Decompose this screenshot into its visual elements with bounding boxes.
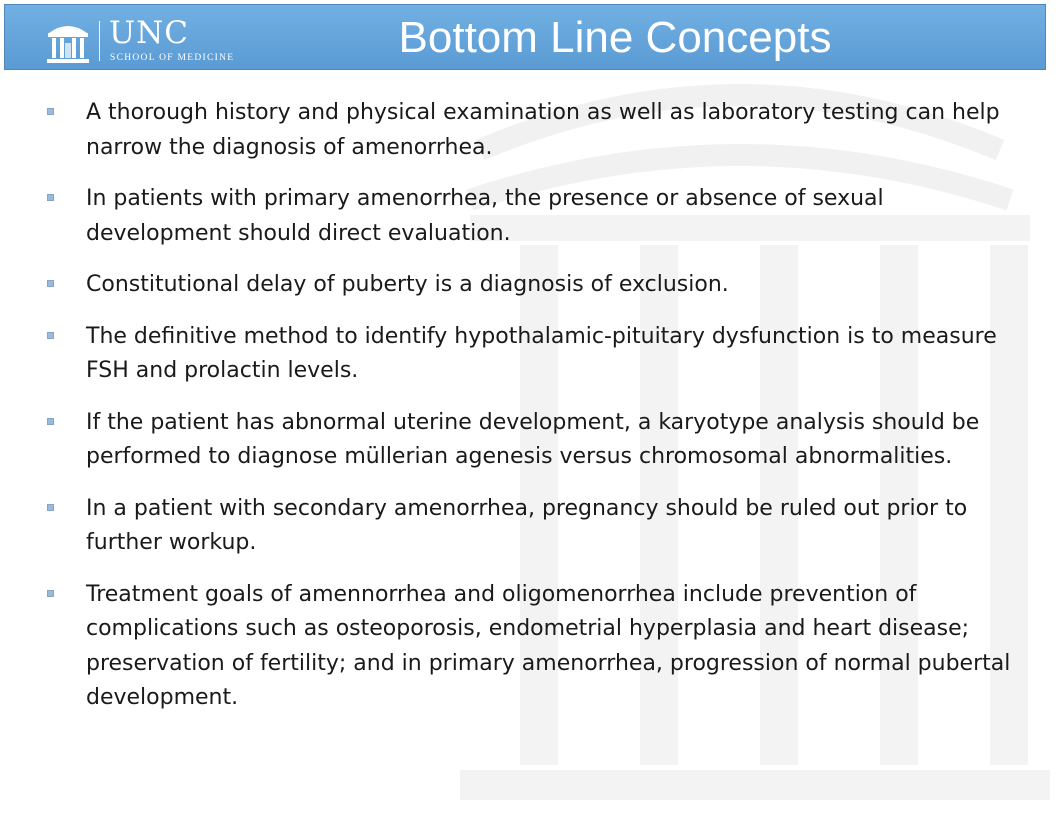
square-bullet-icon	[47, 332, 54, 339]
square-bullet-icon	[47, 504, 54, 511]
bullet-item	[44, 182, 1019, 251]
bullet-item	[44, 268, 1019, 303]
bullet-item	[44, 492, 1019, 561]
bullet-item	[44, 578, 1019, 716]
bullet-text: In patients with primary amenorrhea, the presence or absence of sexual development should direct evaluation.	[86, 186, 884, 246]
slide-title: Bottom Line Concepts	[398, 13, 832, 62]
square-bullet-icon	[47, 108, 54, 115]
bullet-text: Treatment goals of amennorrhea and oligomenorrhea include prevention of complications such as osteoporosis, endometrial hyperplasia and heart disease; preservation of fertility; and in primary amenorrhea, progression of normal pubertal development.	[86, 581, 1011, 710]
header-bar	[4, 4, 1046, 70]
bullet-text: A thorough history and physical examination as well as laboratory testing can help narrow the diagnosis of amenorrhea.	[86, 100, 1000, 160]
logo-school: SCHOOL OF MEDICINE	[110, 53, 235, 63]
logo-name: UNC	[109, 15, 189, 51]
bullet-text: The definitive method to identify hypothalamic-pituitary dysfunction is to measure FSH and prolactin levels.	[86, 323, 997, 383]
unc-logo	[45, 17, 260, 65]
square-bullet-icon	[47, 194, 54, 201]
bullet-item	[44, 96, 1019, 165]
square-bullet-icon	[47, 280, 54, 287]
logo-divider	[99, 21, 100, 61]
bullet-text: If the patient has abnormal uterine development, a karyotype analysis should be performed to diagnose müllerian agenesis versus chromosomal abnormalities.	[86, 409, 980, 469]
bullet-item	[44, 320, 1019, 389]
bullet-list	[44, 96, 1019, 733]
square-bullet-icon	[47, 590, 54, 597]
old-well-icon	[45, 17, 91, 65]
bullet-item	[44, 406, 1019, 475]
bullet-text: Constitutional delay of puberty is a diagnosis of exclusion.	[86, 272, 729, 297]
square-bullet-icon	[47, 418, 54, 425]
bullet-text: In a patient with secondary amenorrhea, pregnancy should be ruled out prior to further workup.	[86, 495, 968, 555]
